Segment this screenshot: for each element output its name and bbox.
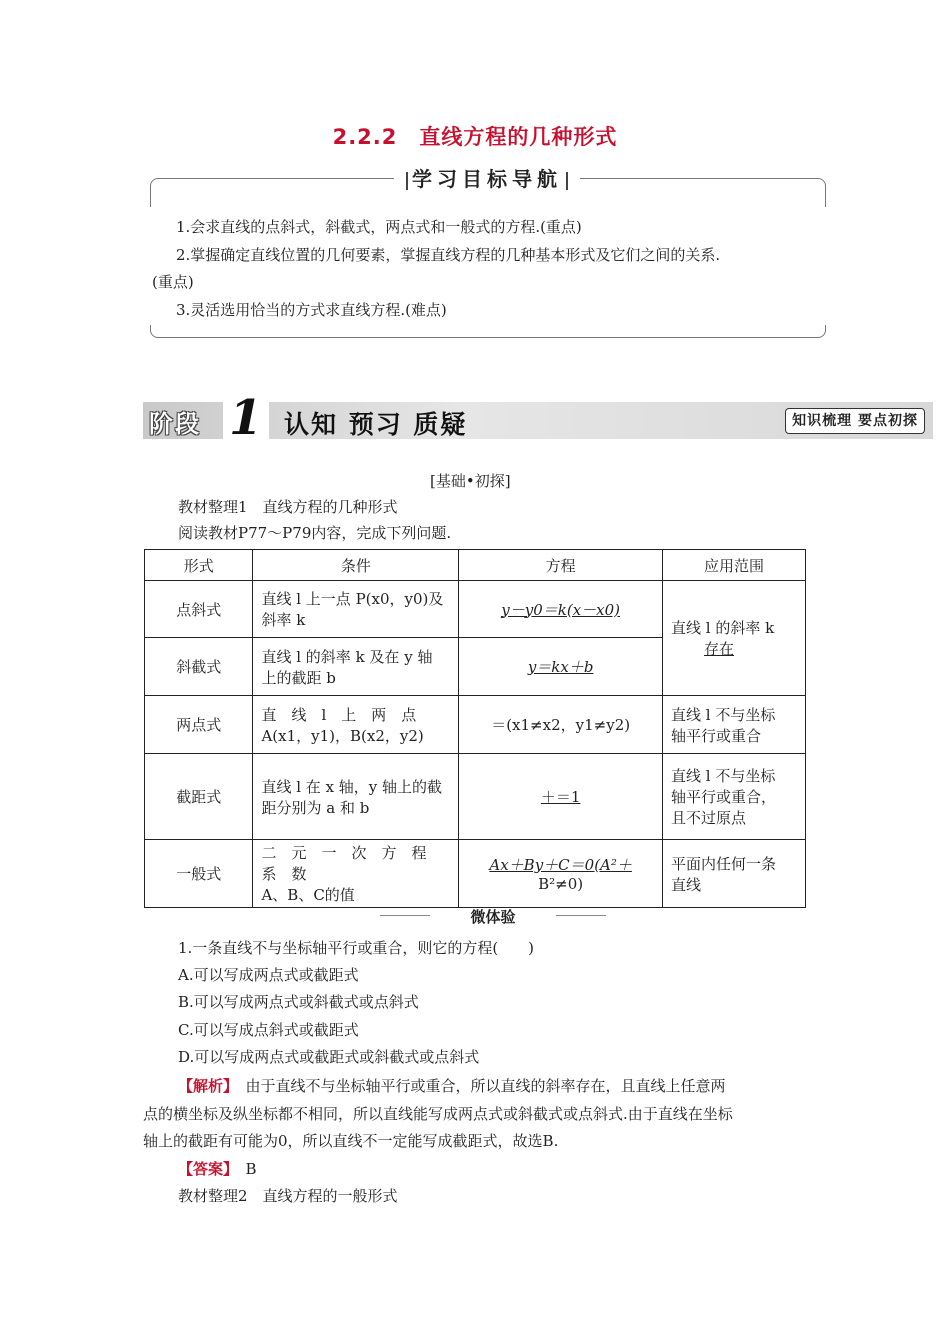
stage-tag: 知识梳理 要点初探 <box>785 408 925 434</box>
table-header: 方程 <box>459 550 663 581</box>
condition-cell: 直 线 l 上 两 点 A(x1，y1)，B(x2，y2) <box>253 696 459 754</box>
scope-cell: 直线 l 的斜率 k 存在 <box>663 581 806 696</box>
equation-forms-table <box>144 549 806 908</box>
micro-experience-divider <box>380 906 606 924</box>
page-title: 2.2.2 直线方程的几种形式 <box>332 125 618 149</box>
equation-cell: ＋＝1 <box>459 754 663 840</box>
learning-goals-heading: 学习目标导航 <box>394 164 580 194</box>
goal-item: (重点) <box>152 273 194 291</box>
scope-cell: 直线 l 不与坐标 轴平行或重合， 且不过原点 <box>663 754 806 840</box>
form-cell: 两点式 <box>145 696 253 754</box>
equation-cell: Ax＋By＋C＝0(A²＋ B²≠0) <box>459 840 663 908</box>
stage-banner <box>143 390 933 446</box>
question-stem: 1.一条直线不与坐标轴平行或重合，则它的方程( ) <box>178 939 535 957</box>
scope-cell: 直线 l 不与坐标 轴平行或重合 <box>663 696 806 754</box>
reading-instruction: 阅读教材P77～P79内容，完成下列问题. <box>178 524 452 542</box>
condition-cell: 直线 l 在 x 轴，y 轴上的截 距分别为 a 和 b <box>253 754 459 840</box>
textbook-heading-2: 教材整理2 直线方程的一般形式 <box>178 1187 398 1205</box>
scope-cell: 平面内任何一条 直线 <box>663 840 806 908</box>
equation-cell: y－y0＝k(x－x0) <box>459 581 663 638</box>
table-header: 应用范围 <box>663 550 806 581</box>
analysis-tag: 【解析】 <box>178 1077 231 1095</box>
equation-cell: ＝(x1≠x2，y1≠y2) <box>459 696 663 754</box>
form-cell: 截距式 <box>145 754 253 840</box>
question-option: A.可以写成两点式或截距式 <box>178 966 359 984</box>
answer-line <box>178 1158 257 1179</box>
stage-number: 1 <box>229 390 263 446</box>
form-cell: 点斜式 <box>145 581 253 638</box>
section-tag: [基础•初探] <box>430 472 511 490</box>
form-cell: 一般式 <box>145 840 253 908</box>
goal-item: 3.灵活选用恰当的方式求直线方程.(难点) <box>176 301 447 319</box>
analysis-line: 点的横坐标及纵坐标都不相同，所以直线能写成两点式或斜截式或点斜式.由于直线在坐标 <box>143 1105 733 1123</box>
table-header: 条件 <box>253 550 459 581</box>
stage-subtitle: 认知 预习 质疑 <box>284 410 468 439</box>
form-cell: 斜截式 <box>145 638 253 696</box>
goal-item: 2.掌握确定直线位置的几何要素，掌握直线方程的几种基本形式及它们之间的关系. <box>176 246 721 264</box>
answer-value: B <box>245 1160 257 1178</box>
goal-item: 1.会求直线的点斜式，斜截式，两点式和一般式的方程.(重点) <box>176 218 582 236</box>
condition-cell: 二 元 一 次 方 程 系 数 A、B、C的值 <box>253 840 459 908</box>
analysis-line: 【解析】 由于直线不与坐标轴平行或重合，所以直线的斜率存在，且直线上任意两 <box>178 1077 726 1095</box>
textbook-heading-1: 教材整理1 直线方程的几种形式 <box>178 498 398 516</box>
condition-cell: 直线 l 上一点 P(x0，y0)及 斜率 k <box>253 581 459 638</box>
question-option: C.可以写成点斜式或截距式 <box>178 1021 359 1039</box>
table-header: 形式 <box>145 550 253 581</box>
learning-goals-box <box>150 167 826 338</box>
condition-cell: 直线 l 的斜率 k 及在 y 轴 上的截距 b <box>253 638 459 696</box>
equation-cell: y＝kx＋b <box>459 638 663 696</box>
stage-label: 阶段 <box>149 410 201 438</box>
analysis-line: 轴上的截距有可能为0，所以直线不一定能写成截距式，故选B. <box>143 1132 559 1150</box>
micro-experience-heading: 微体验 <box>470 908 516 926</box>
question-option: D.可以写成两点式或截距式或斜截式或点斜式 <box>178 1048 480 1066</box>
answer-tag: 【答案】 <box>178 1160 231 1178</box>
question-option: B.可以写成两点式或斜截式或点斜式 <box>178 993 419 1011</box>
